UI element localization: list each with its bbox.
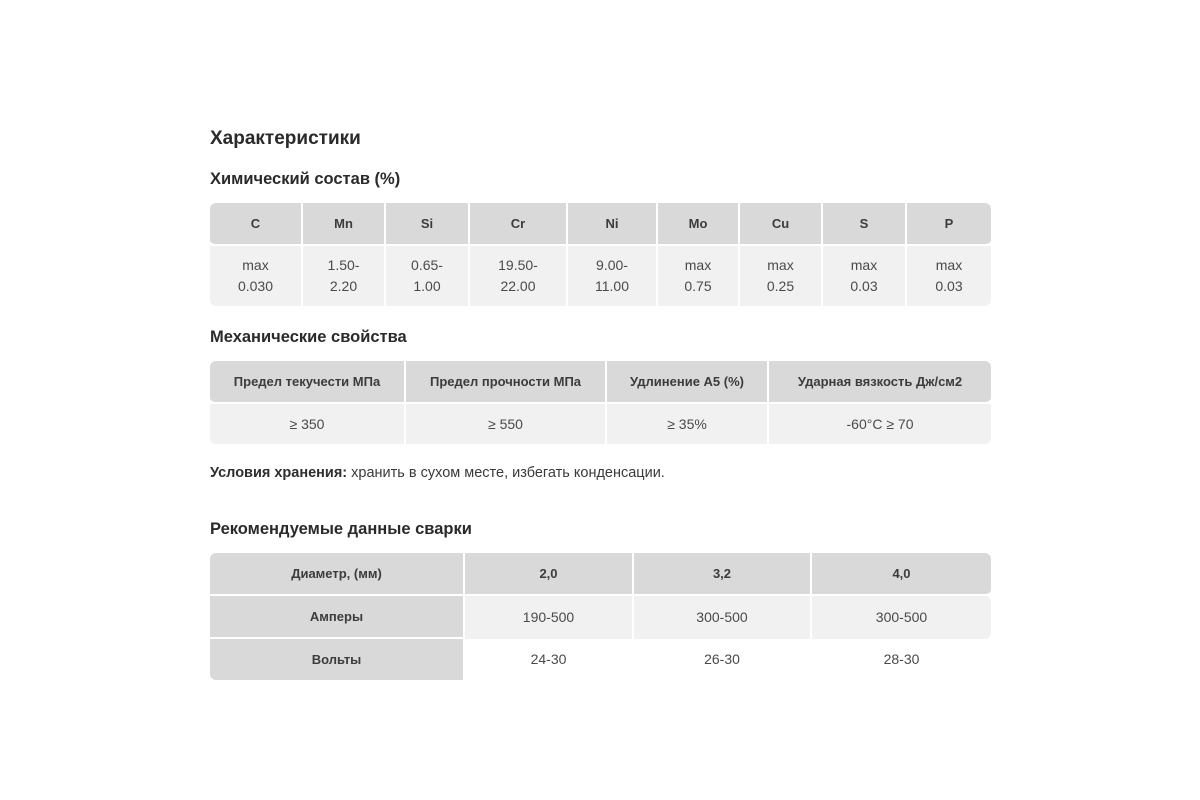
storage-label: Условия хранения: — [210, 465, 348, 481]
page-title: Характеристики — [210, 128, 361, 149]
column-header-diameter-4-0: 4,0 — [812, 553, 991, 596]
characteristics-section — [210, 126, 991, 680]
storage-text: хранить в сухом месте, избегать конденсации. — [351, 465, 665, 481]
cell-mo — [658, 246, 740, 306]
cell-line: 1.00 — [413, 278, 441, 294]
cell-line: 11.00 — [595, 278, 629, 294]
welding-data-table — [210, 553, 991, 680]
column-header-p: P — [907, 203, 991, 246]
cell-amps: 300-500 — [634, 596, 812, 639]
cell-line: 1.50- — [327, 257, 360, 273]
cell-s — [823, 246, 907, 306]
cell-line: 0.75 — [684, 278, 712, 294]
column-header-si: Si — [386, 203, 470, 246]
cell-line: 0.030 — [237, 278, 274, 294]
cell-line: max — [684, 257, 712, 273]
cell-amps: 190-500 — [465, 596, 634, 639]
cell-mn — [303, 246, 386, 306]
column-header-cr: Cr — [470, 203, 568, 246]
column-header-mn: Mn — [303, 203, 386, 246]
cell-line: 19.50- — [498, 257, 538, 273]
column-header-diameter: Диаметр, (мм) — [210, 553, 465, 596]
column-header-mo: Mo — [658, 203, 740, 246]
cell-line: max — [767, 257, 794, 273]
column-header-s: S — [823, 203, 907, 246]
cell-line: 0.65- — [411, 257, 443, 273]
cell-line: 9.00- — [596, 257, 628, 273]
chemical-composition-table — [210, 203, 991, 306]
cell-amps: 300-500 — [812, 596, 991, 639]
cell-tensile-strength: ≥ 550 — [406, 404, 607, 444]
cell-cu — [740, 246, 823, 306]
table-row — [210, 404, 991, 444]
cell-volts: 24-30 — [465, 639, 634, 680]
column-header-impact-toughness: Ударная вязкость Дж/см2 — [769, 361, 991, 404]
cell-si — [386, 246, 470, 306]
welding-data-heading: Рекомендуемые данные сварки — [210, 520, 472, 538]
cell-cr — [470, 246, 568, 306]
cell-line: 0.03 — [850, 278, 878, 294]
row-header-volts: Вольты — [210, 639, 465, 680]
cell-line: 0.03 — [935, 278, 963, 294]
row-header-amps: Амперы — [210, 596, 465, 639]
cell-volts: 26-30 — [634, 639, 812, 680]
column-header-cu: Cu — [740, 203, 823, 246]
column-header-c: C — [210, 203, 303, 246]
table-row — [210, 596, 991, 639]
cell-line: 22.00 — [500, 278, 536, 294]
column-header-tensile-strength: Предел прочности МПа — [406, 361, 607, 404]
mechanical-properties-table — [210, 361, 991, 444]
column-header-elongation: Удлинение А5 (%) — [607, 361, 769, 404]
cell-line: max — [242, 257, 269, 273]
cell-impact-toughness: -60°C ≥ 70 — [769, 404, 991, 444]
cell-line: max — [850, 257, 878, 273]
cell-line: max — [935, 257, 963, 273]
cell-line: 0.25 — [766, 278, 795, 294]
table-row — [210, 246, 991, 306]
cell-yield-strength: ≥ 350 — [210, 404, 406, 444]
mechanical-properties-heading: Механические свойства — [210, 328, 407, 346]
cell-p — [907, 246, 991, 306]
column-header-ni: Ni — [568, 203, 658, 246]
cell-line: 2.20 — [329, 278, 358, 294]
chemical-composition-heading: Химический состав (%) — [210, 170, 401, 188]
column-header-yield-strength: Предел текучести МПа — [210, 361, 406, 404]
column-header-diameter-3-2: 3,2 — [634, 553, 812, 596]
table-row — [210, 639, 991, 680]
cell-ni — [568, 246, 658, 306]
column-header-diameter-2-0: 2,0 — [465, 553, 634, 596]
storage-conditions — [210, 463, 991, 483]
cell-volts: 28-30 — [812, 639, 991, 680]
cell-c — [210, 246, 303, 306]
cell-elongation: ≥ 35% — [607, 404, 769, 444]
